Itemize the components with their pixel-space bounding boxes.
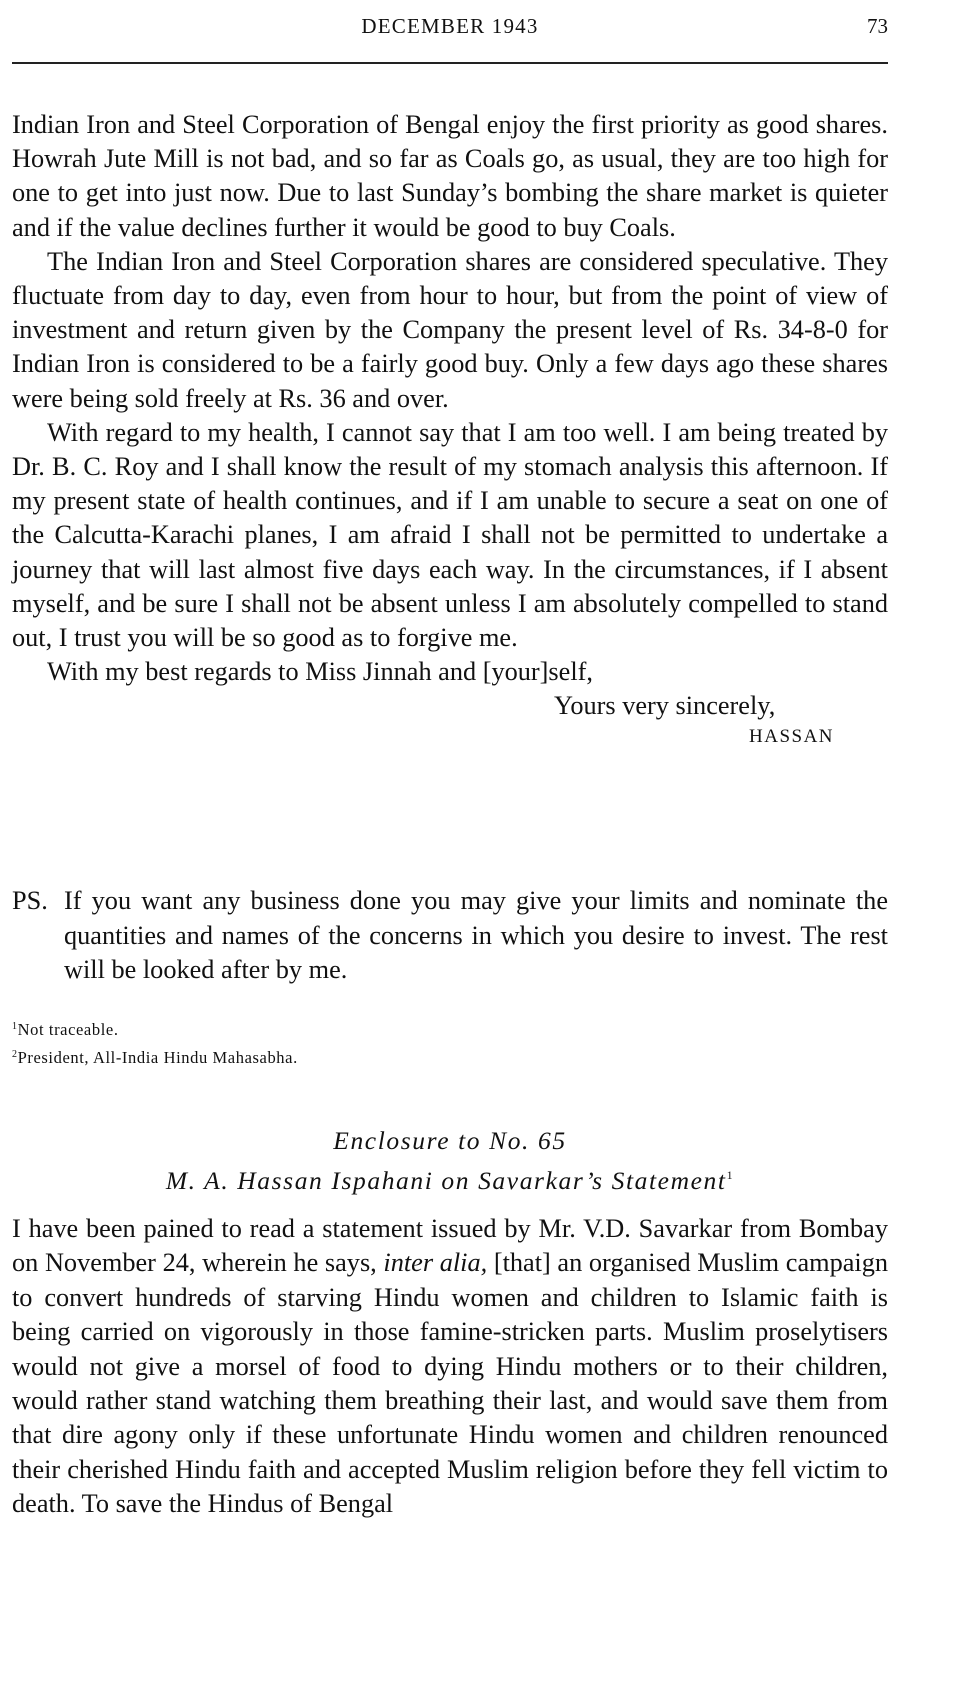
- footnote-text: President, All-India Hindu Mahasabha.: [17, 1048, 298, 1067]
- enclosure-text-2: [that] an organised Muslim campaign to convert hundreds of starving Hindu women and children to Islamic faith is being carried on vigorously in those famine-stricken parts. Muslim proselytisers would not give a morsel of food to dying Hindu mothers or to their children, would rather stand watching them breathing their last, and would save them from that dire agony only if these unfortunate Hindu women and children renounced their cherished Hindu faith and accepted Muslim religion before they fell victim to death. To save the Hindus of Bengal: [12, 1248, 888, 1519]
- footnote: [12, 1042, 298, 1070]
- letter-closing: With my best regards to Miss Jinnah and [your]self,: [47, 657, 593, 687]
- letter-paragraph-3: With regard to my health, I cannot say that I am too well. I am being treated by Dr. B. C. Roy and I shall know the result of my stomach analysis this afternoon. If my present state of health continues, and if I am unable to secure a seat on one of the Calcutta-Karachi planes, I am afraid I shall not be permitted to undertake a journey that will last almost five days each way. In the circumstances, if I absent myself, and be sure I shall not be absent unless I am absolutely compelled to stand out, I trust you will be so good as to forgive me.: [12, 417, 888, 653]
- enclosure-subtitle: [12, 1158, 888, 1198]
- page-number: 73: [867, 14, 888, 38]
- footnotes: [12, 1014, 298, 1070]
- header-rule: [12, 62, 888, 64]
- letter-paragraph-2: The Indian Iron and Steel Corporation shares are considered speculative. They fluctuate from day to day, even from hour to hour, but from the point of view of investment and return given by the Company the present level of Rs. 34-8-0 for Indian Iron is considered to be a fairly good buy. Only a few days ago these shares were being sold freely at Rs. 36 and over.: [12, 246, 888, 413]
- document-page: [12, 0, 888, 1519]
- enclosure-footnote-mark: 1: [726, 1168, 735, 1182]
- running-head: DECEMBER 1943: [361, 14, 539, 38]
- enclosure-body: [12, 1212, 888, 1522]
- postscript-text: If you want any business done you may give your limits and nominate the quantities and names of the concerns in which you desire to invest. The rest will be looked after by me.: [64, 886, 888, 984]
- enclosure-heading: [12, 1124, 888, 1198]
- postscript-label: PS.: [12, 886, 48, 915]
- letter-valediction: Yours very sincerely,: [554, 691, 776, 721]
- page-header: [12, 0, 888, 66]
- footnote-text: Not traceable.: [17, 1020, 119, 1039]
- footnote: [12, 1014, 298, 1042]
- enclosure-text-1: I have been pained to read a statement issued by Mr. V.D. Savarkar from Bombay on November 24, wherein he says,: [12, 1214, 888, 1278]
- enclosure-italic-phrase: inter alia,: [383, 1248, 488, 1278]
- letter-signature: HASSAN: [749, 725, 835, 747]
- letter-paragraph-1: Indian Iron and Steel Corporation of Bengal enjoy the first priority as good shares. Howrah Jute Mill is not bad, and so far as Coals go, as usual, they are too high for one to get into just now. Due to last Sunday’s bombing the share market is quieter and if the value declines further it would be good to buy Coals.: [12, 110, 888, 242]
- enclosure-title: Enclosure to No. 65: [333, 1126, 567, 1155]
- postscript: [12, 884, 888, 988]
- footnote-mark: 2: [12, 1049, 18, 1060]
- enclosure-subtitle-text: M. A. Hassan Ispahani on Savarkar’s Statement: [165, 1166, 727, 1195]
- footnote-mark: 1: [12, 1021, 18, 1032]
- letter-body: [12, 108, 888, 750]
